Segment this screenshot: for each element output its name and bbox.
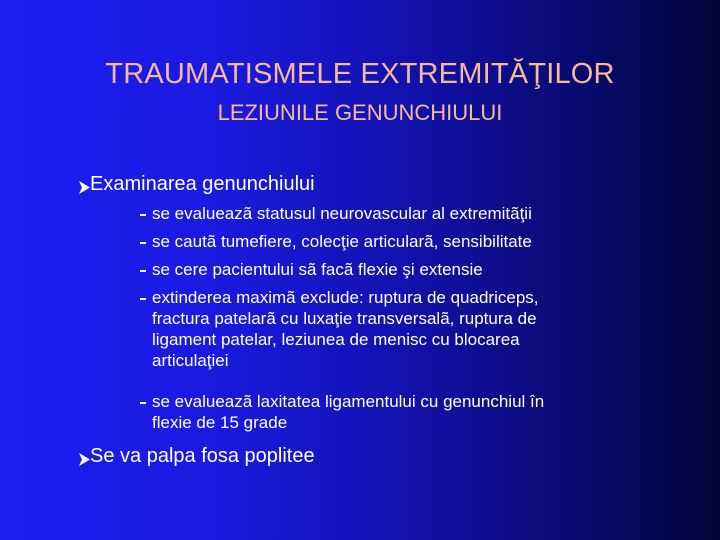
bullet-item-palpa-fosa: Se va palpa fosa poplitee xyxy=(90,445,315,467)
subitem-status-neurovascular: se evalueazã statusul neurovascular al extremitãţii xyxy=(152,204,532,223)
dash-bullet xyxy=(140,214,146,216)
dash-bullet xyxy=(140,298,146,300)
subitem-line: extinderea maximã exclude: ruptura de quadriceps, xyxy=(152,288,539,307)
subitem-tumefiere: se cautã tumefiere, colecţie articularã, sensibilitate xyxy=(152,232,532,251)
subitem-line: se evalueazã laxitatea ligamentului cu genunchiul în xyxy=(152,392,545,411)
slide-title: TRAUMATISMELE EXTREMITĂŢILOR xyxy=(105,58,615,90)
bullet-item-examinare: Examinarea genunchiului xyxy=(90,173,315,195)
dash-bullet xyxy=(140,402,146,404)
slide-subtitle: LEZIUNILE GENUNCHIULUI xyxy=(217,100,503,125)
arrowhead-bullet-icon xyxy=(79,181,90,197)
subitem-line: ligament patelar, leziunea de menisc cu blocarea xyxy=(152,330,520,349)
subitem-laxitatea xyxy=(152,391,544,433)
subitem-line: fractura patelarã cu luxaţie transversalã, ruptura de xyxy=(152,309,537,328)
dash-bullet xyxy=(140,270,146,272)
subitem-extinderea-maxima xyxy=(152,287,539,371)
subitem-line: flexie de 15 grade xyxy=(152,413,288,432)
subitem-flexie-extensie: se cere pacientului sã facã flexie şi extensie xyxy=(152,260,483,279)
dash-bullet xyxy=(140,242,146,244)
subitem-line: articulaţiei xyxy=(152,351,229,370)
arrowhead-bullet-icon xyxy=(79,453,90,469)
